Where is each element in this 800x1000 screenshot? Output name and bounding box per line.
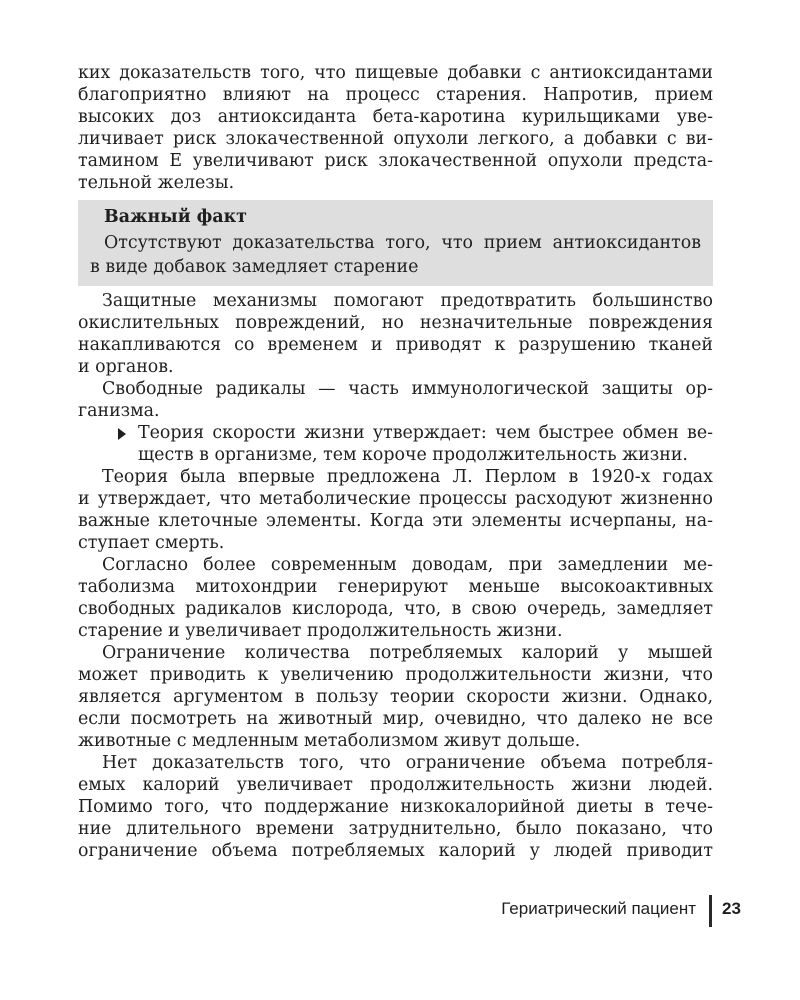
text-line: Ограничение количества потребляемых калорий у мышей (102, 643, 713, 663)
text-line: высоких доз антиоксиданта бета-каротина курильщиками уве- (78, 107, 713, 127)
text-line: является аргументом в пользу теории скорости жизни. Однако, (78, 687, 713, 707)
text-line: личивает риск злокачественной опухоли легкого, а добавки с ви- (78, 129, 713, 149)
text-line: Теория была впервые предложена Л. Перлом в 1920-х годах (102, 467, 713, 487)
paragraph-pearl (78, 466, 713, 554)
text-line: емых калорий увеличивает продолжительность жизни людей. (78, 775, 713, 795)
paragraph-modern (78, 554, 713, 642)
page-footer (0, 895, 800, 925)
text-line: Согласно более современным доводам, при замедлении ме- (102, 555, 713, 575)
fact-box-line: Отсутствуют доказательства того, что прием антиоксидантов (104, 233, 701, 253)
important-fact-box (78, 200, 713, 286)
text-line: свободных радикалов кислорода, что, в свою очередь, замедляет (78, 599, 713, 619)
text-line: окислительных повреждений, но незначительные повреждения (78, 313, 713, 333)
text-line: Защитные механизмы помогают предотвратить большинство (102, 291, 713, 311)
text-line: и утверждает, что метаболические процессы расходуют жизненно (78, 489, 713, 509)
text-line: и органов. (78, 357, 174, 377)
footer-divider (709, 895, 712, 927)
paragraph-mice (78, 642, 713, 752)
paragraph-humans (78, 752, 713, 862)
text-line: тамином Е увеличивают риск злокачественной опухоли предста- (78, 151, 713, 171)
text-line: если посмотреть на животный мир, очевидно, что далеко не все (78, 709, 713, 729)
text-line: Теория скорости жизни утверждает: чем быстрее обмен ве- (138, 423, 713, 443)
text-line: старение и увеличивает продолжительность жизни. (78, 621, 563, 641)
text-line: животные с медленным метаболизмом живут дольше. (78, 731, 581, 751)
text-line: ступает смерть. (78, 533, 225, 553)
text-line: ществ в организме, тем короче продолжительность жизни. (138, 445, 688, 465)
text-line: Нет доказательств того, что ограничение объема потребля- (102, 753, 713, 773)
text-line: таболизма митохондрии генерируют меньше высокоактивных (78, 577, 713, 597)
text-line: важные клеточные элементы. Когда эти элементы исчерпаны, на- (78, 511, 713, 531)
running-title: Гериатрический пациент (501, 899, 696, 918)
bullet-item (78, 422, 713, 466)
text-line: Свободные радикалы — часть иммунологической защиты ор- (102, 379, 713, 399)
fact-box-title: Важный факт (104, 207, 247, 227)
text-line: накапливаются со временем и приводят к разрушению тканей (78, 335, 713, 355)
text-line: ких доказательств того, что пищевые добавки с антиоксидантами (78, 63, 713, 83)
text-line: ганизма. (78, 401, 160, 421)
paragraph-radicals (78, 378, 713, 422)
fact-box-line: в виде добавок замедляет старение (90, 257, 419, 277)
text-line: может приводить к увеличению продолжительности жизни, что (78, 665, 713, 685)
page-number: 23 (722, 899, 741, 918)
text-line: ограничение объема потребляемых калорий у людей приводит (78, 841, 713, 861)
paragraph-protection (78, 290, 713, 378)
triangle-bullet-icon (118, 428, 126, 440)
text-line: ние длительного времени затруднительно, было показано, что (78, 819, 713, 839)
intro-paragraph (78, 62, 713, 194)
text-line: Помимо того, что поддержание низкокалорийной диеты в тече- (78, 797, 713, 817)
page-body (78, 62, 713, 862)
text-line: благоприятно влияют на процесс старения. Напротив, прием (78, 85, 713, 105)
text-line: тельной железы. (78, 173, 235, 193)
